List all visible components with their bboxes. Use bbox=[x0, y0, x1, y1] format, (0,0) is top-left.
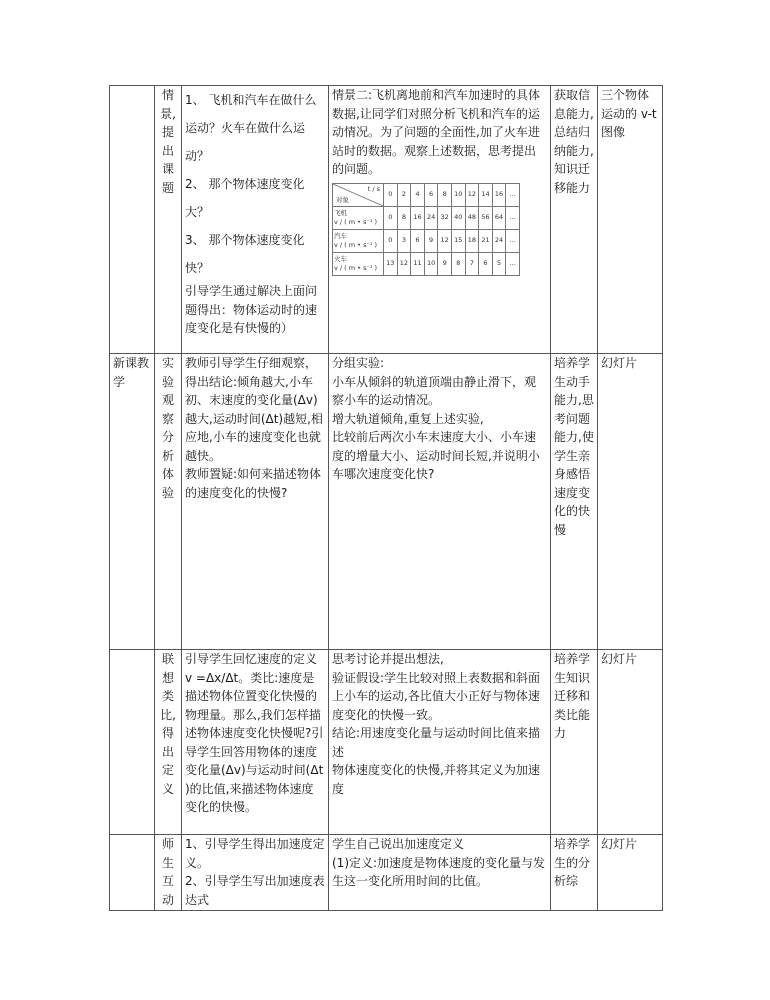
value-cell: 16 bbox=[411, 206, 425, 229]
student-activity-text: 分组实验: bbox=[332, 356, 385, 370]
object-unit: v / ( m • s⁻¹ ) bbox=[334, 263, 378, 272]
object-label-cell bbox=[333, 229, 384, 252]
value-cell: 7 bbox=[465, 252, 479, 275]
media-cell: 三个物体运动的 v-t 图像 bbox=[598, 86, 663, 354]
table-row bbox=[110, 354, 663, 650]
step-cell bbox=[155, 354, 182, 650]
value-cell: 6 bbox=[479, 252, 493, 275]
motion-data-table bbox=[332, 183, 520, 276]
value-cell: … bbox=[506, 252, 520, 275]
step-cell bbox=[155, 86, 182, 354]
time-cell: 14 bbox=[479, 183, 493, 206]
time-cell: 4 bbox=[411, 183, 425, 206]
teacher-activity-text: 3、 那个物体速度变化快？ bbox=[185, 233, 305, 275]
media-cell: 幻灯片 bbox=[598, 835, 663, 911]
object-name: 飞机 bbox=[334, 208, 347, 217]
object-label-cell bbox=[333, 252, 384, 275]
value-cell: 8 bbox=[397, 206, 411, 229]
step-label: 情景,提出课题 bbox=[160, 88, 176, 195]
student-activity-text: 思考讨论并提出想法, bbox=[332, 652, 444, 666]
value-cell: 15 bbox=[451, 229, 465, 252]
teacher-activity-text: 教师置疑:如何来描述物体的速度变化的快慢? bbox=[185, 467, 322, 500]
student-activity-text: 物体速度变化的快慢,并将其定义为加速度 bbox=[332, 763, 540, 796]
value-cell: 24 bbox=[492, 229, 506, 252]
student-activity-cell bbox=[329, 650, 551, 835]
media-cell: 幻灯片 bbox=[598, 650, 663, 835]
time-cell: 2 bbox=[397, 183, 411, 206]
object-unit: v / ( m • s⁻¹ ) bbox=[334, 240, 378, 249]
step-cell bbox=[155, 650, 182, 835]
value-cell: … bbox=[506, 206, 520, 229]
student-activity-text: 小车从倾斜的轨道顶端由静止滑下，观察小车的运动情况。 bbox=[332, 374, 537, 407]
value-cell: 24 bbox=[424, 206, 438, 229]
value-cell: 13 bbox=[384, 252, 398, 275]
student-activity-text: (1)定义:加速度是物体速度的变化量与发生这一变化所用时间的比值。 bbox=[332, 855, 546, 888]
time-cell: 6 bbox=[424, 183, 438, 206]
value-cell: 18 bbox=[465, 229, 479, 252]
table-row bbox=[333, 252, 520, 275]
value-cell: 5 bbox=[492, 252, 506, 275]
teacher-activity-text: 2、引导学生写出加速度表达式 bbox=[185, 874, 325, 907]
student-activity-text: 结论:用速度变化量与运动时间比值来描述 bbox=[332, 726, 541, 759]
teacher-activity-text: 教师引导学生仔细观察，得出结论:倾角越大,小车初、末速度的变化量(Δv)越大,运动时间(Δt)越短,相应地,小车的速度变化也就越快。 bbox=[185, 356, 323, 463]
time-cell: 0 bbox=[384, 183, 398, 206]
time-cell: 12 bbox=[465, 183, 479, 206]
teacher-activity-text: 1、 飞机和汽车在做什么运动？火车在做什么运动？ bbox=[185, 93, 317, 163]
object-name: 火车 bbox=[334, 254, 347, 263]
value-cell: 9 bbox=[424, 229, 438, 252]
teacher-activity-text: 引导学生通过解决上面问题得出：物体运动时的速度变化是有快慢的） bbox=[185, 284, 318, 335]
value-cell: … bbox=[506, 229, 520, 252]
object-header-label: 对象 bbox=[336, 195, 349, 204]
value-cell: 56 bbox=[479, 206, 493, 229]
object-unit: v / ( m • s⁻¹ ) bbox=[334, 217, 378, 226]
value-cell: 48 bbox=[465, 206, 479, 229]
step-label: 联想类比,得出定义 bbox=[160, 652, 176, 796]
purpose-cell: 培养学生动手能力,思考问题能力,使学生亲身感悟速度变化的快慢 bbox=[551, 354, 598, 650]
value-cell: 9 bbox=[438, 252, 452, 275]
time-cell: 10 bbox=[451, 183, 465, 206]
value-cell: 12 bbox=[438, 229, 452, 252]
student-activity-text: 增大轨道倾角,重复上述实验, bbox=[332, 411, 484, 426]
lesson-plan-table bbox=[109, 85, 663, 911]
table-row bbox=[110, 650, 663, 835]
object-name: 汽车 bbox=[334, 231, 347, 240]
purpose-cell: 获取信息能力,总结归纳能力,知识迁移能力 bbox=[551, 86, 598, 354]
student-activity-cell bbox=[329, 835, 551, 911]
teacher-activity-cell bbox=[182, 354, 329, 650]
table-row bbox=[333, 206, 520, 229]
value-cell: 64 bbox=[492, 206, 506, 229]
value-cell: 21 bbox=[479, 229, 493, 252]
stage-cell: 新课教学 bbox=[110, 354, 155, 650]
value-cell: 3 bbox=[397, 229, 411, 252]
stage-cell bbox=[110, 86, 155, 354]
purpose-cell: 培养学生知识迁移和类比能力 bbox=[551, 650, 598, 835]
diagonal-header-cell bbox=[333, 183, 384, 206]
time-cell: 8 bbox=[438, 183, 452, 206]
student-activity-text: 比较前后两次小车末速度大小、小车速度的增量大小、运动时间长短,并说明小车哪次速度变化快? bbox=[332, 430, 540, 481]
table-row bbox=[110, 835, 663, 911]
value-cell: 6 bbox=[411, 229, 425, 252]
step-cell bbox=[155, 835, 182, 911]
teacher-activity-text: 2、 那个物体速度变化大？ bbox=[185, 177, 305, 219]
teacher-activity-cell bbox=[182, 835, 329, 911]
time-cell: 16 bbox=[492, 183, 506, 206]
value-cell: 0 bbox=[384, 206, 398, 229]
student-activity-text: 情景二:飞机离地前和汽车加速时的具体数据,让同学们对照分析飞机和汽车的运动情况。为了问题的全面性,加了火车进站时的数据。观察上述数据，思考提出的问题。 bbox=[332, 88, 541, 176]
teacher-activity-cell bbox=[182, 86, 329, 354]
student-activity-text: 验证假设:学生比较对照上表数据和斜面上小车的运动,各比值大小正好与物体速度变化的快慢一致。 bbox=[332, 670, 541, 722]
student-activity-cell bbox=[329, 86, 551, 354]
media-cell: 幻灯片 bbox=[598, 354, 663, 650]
value-cell: 8 bbox=[451, 252, 465, 275]
step-label: 师生互动 bbox=[161, 837, 174, 907]
table-row bbox=[333, 183, 520, 206]
student-activity-text: 学生自己说出加速度定义 bbox=[332, 837, 465, 851]
value-cell: 11 bbox=[411, 252, 425, 275]
stage-cell bbox=[110, 835, 155, 911]
value-cell: 10 bbox=[424, 252, 438, 275]
value-cell: 40 bbox=[451, 206, 465, 229]
value-cell: 0 bbox=[384, 229, 398, 252]
teacher-activity-text: 1、引导学生得出加速度定义。 bbox=[185, 837, 325, 870]
stage-cell bbox=[110, 650, 155, 835]
purpose-cell: 培养学生的分析综 bbox=[551, 835, 598, 911]
time-cell: … bbox=[506, 183, 520, 206]
teacher-activity-text: 引导学生回忆速度的定义 v =Δx/Δt。类比:速度是描述物体位置变化快慢的物理量。那么,我们怎样描述物体速度变化快慢呢?引导学生回答用物体的速度变化量(Δv)与运动时间(Δt )的比值,来描述物体速度变化的快慢。 bbox=[185, 652, 324, 814]
table-row bbox=[333, 229, 520, 252]
value-cell: 12 bbox=[397, 252, 411, 275]
step-label: 实验观察分析体验 bbox=[161, 356, 174, 500]
student-activity-cell bbox=[329, 354, 551, 650]
table-row bbox=[110, 86, 663, 354]
value-cell: 32 bbox=[438, 206, 452, 229]
object-label-cell bbox=[333, 206, 384, 229]
teacher-activity-cell bbox=[182, 650, 329, 835]
time-header-label: t / s bbox=[367, 184, 380, 193]
